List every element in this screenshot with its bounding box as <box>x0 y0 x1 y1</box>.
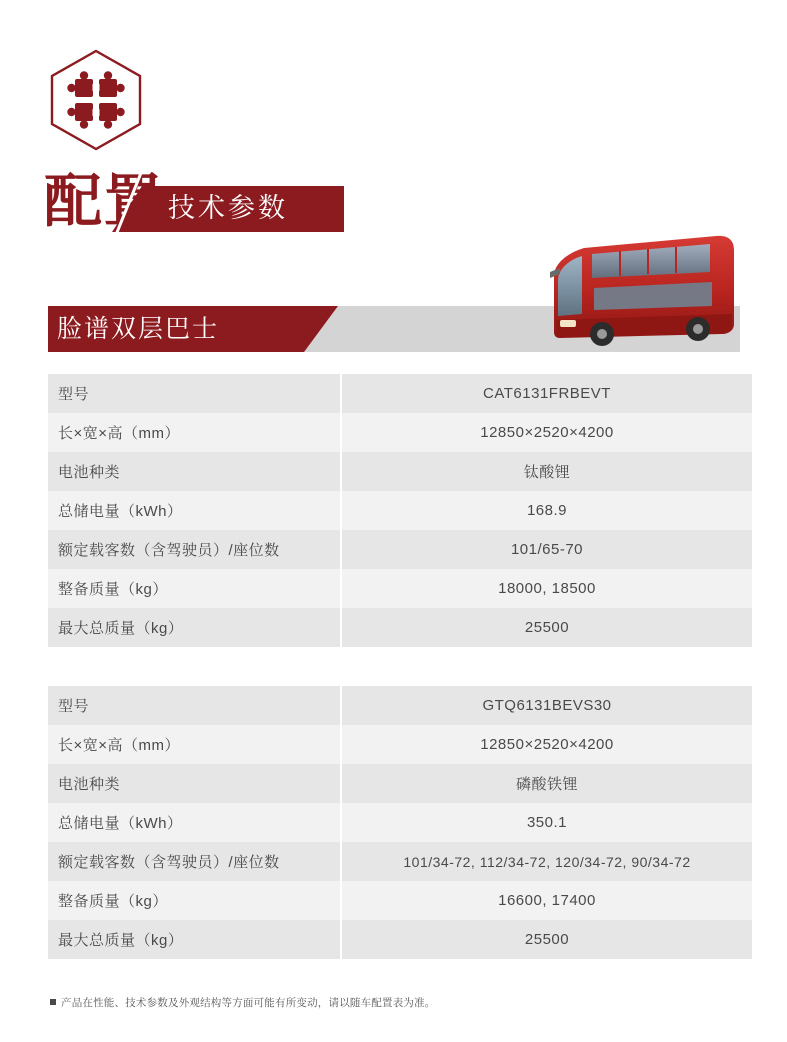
table-row <box>48 374 752 413</box>
spec-key: 总储电量（kWh） <box>48 491 341 530</box>
spec-value: CAT6131FRBEVT <box>341 374 752 413</box>
spec-key: 电池种类 <box>48 764 341 803</box>
section-title-label: 技术参数 <box>168 193 288 224</box>
table-row <box>48 686 752 725</box>
table-row <box>48 803 752 842</box>
spec-value: 18000, 18500 <box>341 569 752 608</box>
spec-value: 12850×2520×4200 <box>341 725 752 764</box>
page-title-main: 配置 <box>44 167 165 235</box>
table-row <box>48 413 752 452</box>
table-row <box>48 491 752 530</box>
spec-value: 磷酸铁锂 <box>341 764 752 803</box>
spec-value: 钛酸锂 <box>341 452 752 491</box>
double-decker-bus-illustration <box>520 228 740 348</box>
table-row <box>48 452 752 491</box>
spec-key: 型号 <box>48 686 341 725</box>
spec-key: 长×宽×高（mm） <box>48 413 341 452</box>
spec-value: 25500 <box>341 920 752 959</box>
table-row <box>48 920 752 959</box>
spec-key: 额定载客数（含驾驶员）/座位数 <box>48 842 341 881</box>
spec-key: 长×宽×高（mm） <box>48 725 341 764</box>
spec-value: 16600, 17400 <box>341 881 752 920</box>
page-title <box>44 160 165 235</box>
spec-value: 25500 <box>341 608 752 647</box>
hex-outline-icon <box>52 51 140 149</box>
table-row <box>48 725 752 764</box>
table-row <box>48 764 752 803</box>
bus-headlight-icon <box>560 320 576 327</box>
puzzle-hex-icon <box>67 71 124 128</box>
spec-value: 101/34-72, 112/34-72, 120/34-72, 90/34-72 <box>341 842 752 881</box>
spec-value: 12850×2520×4200 <box>341 413 752 452</box>
spec-value: 101/65-70 <box>341 530 752 569</box>
spec-key: 额定载客数（含驾驶员）/座位数 <box>48 530 341 569</box>
footnote <box>50 995 436 1010</box>
spec-key: 电池种类 <box>48 452 341 491</box>
table-row <box>48 608 752 647</box>
table-row <box>48 881 752 920</box>
spec-value: 168.9 <box>341 491 752 530</box>
spec-value: GTQ6131BEVS30 <box>341 686 752 725</box>
footnote-text: 产品在性能、技术参数及外观结构等方面可能有所变动，请以随车配置表为准。 <box>61 997 436 1009</box>
model-name-label: 脸谱双层巴士 <box>57 314 220 343</box>
spec-table-2 <box>48 686 752 959</box>
spec-table-1 <box>48 374 752 647</box>
spec-key: 最大总质量（kg） <box>48 608 341 647</box>
spec-key: 整备质量（kg） <box>48 569 341 608</box>
spec-key: 型号 <box>48 374 341 413</box>
brand-logo <box>48 48 144 152</box>
table-row <box>48 530 752 569</box>
spec-key: 整备质量（kg） <box>48 881 341 920</box>
spec-key: 总储电量（kWh） <box>48 803 341 842</box>
bullet-square-icon <box>50 999 56 1005</box>
spec-value: 350.1 <box>341 803 752 842</box>
table-row <box>48 842 752 881</box>
table-row <box>48 569 752 608</box>
spec-key: 最大总质量（kg） <box>48 920 341 959</box>
